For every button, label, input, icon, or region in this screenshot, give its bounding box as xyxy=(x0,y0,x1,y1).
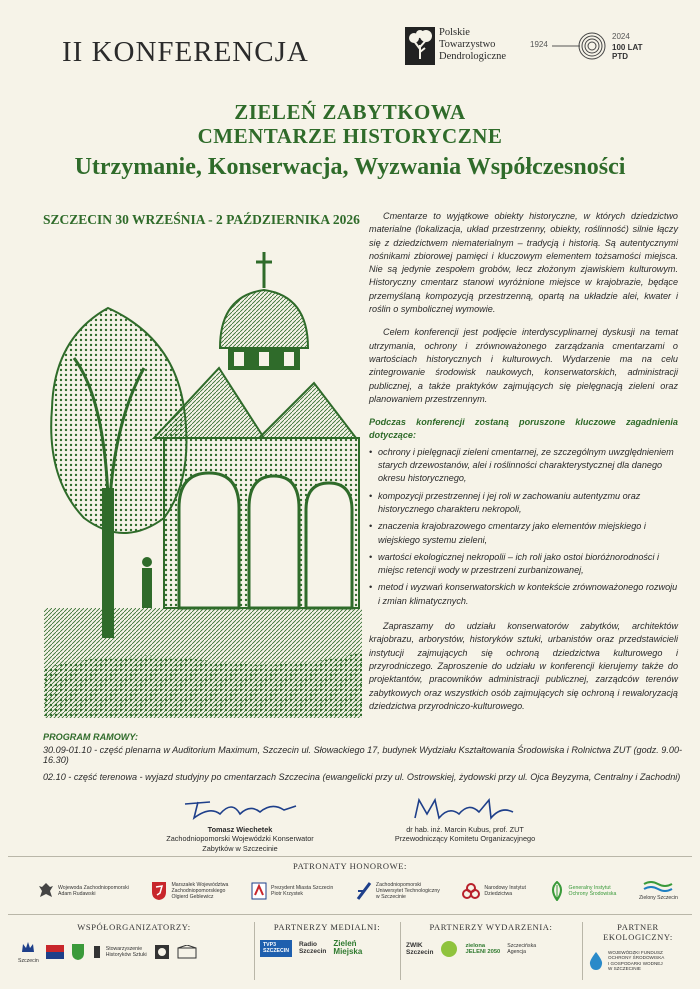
divider xyxy=(8,856,692,857)
topic-item: • znaczenia krajobrazowego cmentarzy jako elementów miejskiego i wiejskiego systemu zieleni, xyxy=(369,520,678,547)
event-dates: SZCZECIN 30 WRZEŚNIA - 2 PAŹDZIERNIKA 2026 xyxy=(43,212,360,227)
anniversary-logo xyxy=(530,32,650,60)
anniversary-start-year: 1924 xyxy=(530,40,548,49)
signatory-role: Zachodniopomorski Wojewódzki Konserwator Zabytków w Szczecinie xyxy=(166,834,314,853)
media-group xyxy=(260,922,394,957)
divider xyxy=(254,922,255,980)
logo-wojewoda xyxy=(38,881,129,901)
logo-text: Zachodniopomorski Uniwersytet Technologiczny w Szczecinie xyxy=(375,881,440,901)
signatory-name: Tomasz Wiechetek xyxy=(207,824,273,834)
invitation-paragraph: Zapraszamy do udziału konserwatorów zabytków, architektów krajobrazu, arborystów, historyków sztuki, urbanistów oraz przedstawicieli instytucji zajmujących się ochroną dziedzictwa kulturowego i przyrodniczego. Zaproszenie do udziału w konferencji kierujemy także do projektantów, pracowników administracji publicznej, zarządców terenów zabytkowych oraz wszystkich osób zajmujących się ochroną i rewaloryzacją dziedzictwa przyrodniczo-kulturowego. xyxy=(369,621,678,711)
divider xyxy=(582,922,583,980)
building-icon xyxy=(177,945,197,959)
intro-paragraph: Cmentarze to wyjątkowe obiekty historyczne, w których dziedzictwo materialne (lokalizacja, układ przestrzenny, obiekty, roślinność) silnie łączy się z dziedzictwem niematerialnym – tradycją i historią. Są autentycznymi nośnikami zbiorowej pamięci i kluczowym elementem tożsamości miejsca. Nie są jedynie zespołem grobów, lecz złożonym zjawiskiem kulturowym. Historyczny cmentarz stanowi wyróżnione miejsce w krajobrazie, będące przemyślaną kompozycją przestrzenną, opartą na układzie alei, kwater i roślin o symbolicznej wymowie. xyxy=(369,211,678,315)
eco-partner-title: PARTNER EKOLOGICZNY: xyxy=(603,922,673,942)
logo-jeleni: zielona JELENI 2050 xyxy=(465,942,501,955)
media-title: PARTNERZY MEDIALNI: xyxy=(273,922,381,932)
description-column xyxy=(369,210,678,723)
event-partners-title: PARTNERZY WYDARZENIA: xyxy=(429,922,553,932)
ring-rings-icon xyxy=(552,32,608,60)
logo-agencja: Szczecińska Agencja xyxy=(507,942,537,955)
cohosts-logos xyxy=(18,940,250,964)
city-crest-icon xyxy=(251,881,267,901)
waves-icon xyxy=(643,880,673,894)
signatory-name: dr hab. inż. Marcin Kubus, prof. ZUT xyxy=(406,824,524,834)
logo-tvp3: TVP3 SZCZECIN xyxy=(260,940,292,957)
title-line1: ZIELEŃ ZABYTKOWA xyxy=(234,100,466,124)
anniversary-end-year: 2024 xyxy=(612,32,630,41)
ptd-name-line: Towarzystwo xyxy=(439,39,496,50)
eagle-emblem-icon xyxy=(38,881,54,901)
logo-radio-szczecin: Radio Szczecin xyxy=(298,941,327,956)
logo-prezydent xyxy=(251,881,333,901)
logo-gios xyxy=(549,881,617,901)
eco-partner-logos xyxy=(588,950,688,972)
flag-icon xyxy=(46,945,64,959)
signature-scribble-icon xyxy=(180,796,300,822)
logo-zielony-szczecin xyxy=(639,880,678,901)
media-logos xyxy=(260,940,394,957)
program-heading: PROGRAM RAMOWY: xyxy=(43,732,138,742)
crest-icon xyxy=(71,943,85,961)
griffin-emblem-icon xyxy=(151,881,167,901)
cohosts-group xyxy=(18,922,250,964)
divider xyxy=(8,914,692,915)
ptd-name xyxy=(439,27,506,63)
logo-text: Narodowy Instytut Dziedzictwa xyxy=(484,884,526,897)
topic-item: • wartości ekologicznej nekropolii – ich roli jako ostoi bioróżnorodności i miejsc retencji wody w przestrzeni zurbanizowanej, xyxy=(369,551,678,578)
topic-item: • kompozycji przestrzennej i jej roli w zachowaniu autentyzmu oraz historycznego charakteru nekropoli, xyxy=(369,490,678,517)
program-item: 02.10 - część terenowa - wyjazd studyjny po cmentarzach Szczecina (ewangelicki przy ul. Ostrowskiej, żydowski przy ul. Ojca Beyzyma, Centralny i Zachodni) xyxy=(43,772,681,782)
ptd-logo xyxy=(405,27,515,67)
ptd-name-line: Dendrologiczne xyxy=(439,51,507,62)
logo-shs xyxy=(92,944,147,960)
water-drop-icon xyxy=(588,951,604,971)
program-section xyxy=(43,732,683,789)
cohosts-title: WSPÓŁORGANIZATORZY: xyxy=(77,922,191,932)
topic-item: • metod i wyzwań konserwatorskich w kontekście zrównoważonego rozwoju i zmian klimatycznych. xyxy=(369,581,678,608)
event-partners-logos xyxy=(406,940,576,958)
circle-badge-icon xyxy=(440,940,458,958)
logo-text: Stowarzyszenie Historyków Sztuki xyxy=(105,945,147,959)
goal-paragraph: Celem konferencji jest podjęcie interdyscyplinarnej dyskusji na temat utrzymania, ochrony i zrównoważonego zarządzania cmentarzami o wartościach historycznych i kulturowych. Wydarzenie ma na celu zintegrowanie środowisk naukowych, konserwatorskich, administracji publicznej, a także praktyków zajmujących się pielęgnacją zieleni oraz planowaniem przestrzennym. xyxy=(369,327,678,404)
seal-icon xyxy=(154,944,170,960)
eco-partner-group xyxy=(588,922,688,972)
cemetery-chapel-illustration xyxy=(44,248,362,718)
signature-scribble-icon xyxy=(405,796,525,822)
logo-text: Wojewoda Zachodniopomorski Adam Rudawski xyxy=(58,884,129,897)
tree-logo-icon xyxy=(405,27,435,65)
anniversary-label: 100 LAT PTD xyxy=(612,43,643,61)
logo-text: Prezydent Miasta Szczecin Piotr Krzystek xyxy=(271,884,334,897)
subtitle: Utrzymanie, Konserwacja, Wyzwania Współczesności xyxy=(74,154,626,180)
topic-item: • ochrony i pielęgnacji zieleni cmentarnej, ze szczególnym uwzględnieniem starych drzewostanów, alei i roślinności charakterystycznej dla danego okresu historycznego, xyxy=(369,446,678,486)
logo-zwik: ZWIK Szczecin xyxy=(406,942,434,956)
patronage-logos xyxy=(38,874,678,908)
divider xyxy=(400,922,401,980)
university-icon xyxy=(356,881,372,901)
patronage-title: PATRONATY HONOROWE: xyxy=(293,861,407,871)
column-icon xyxy=(92,944,102,960)
signature-right xyxy=(370,796,560,844)
event-partners-group xyxy=(406,922,576,958)
leaf-icon xyxy=(549,881,565,901)
logo-text: Generalny Instytut Ochrony Środowiska xyxy=(568,884,617,897)
logo-zielen-miejska: Zieleń Miejska xyxy=(333,939,363,957)
logo-text: Marszałek Województwa Zachodniopomorskiego Olgierd Geblewicz xyxy=(171,881,229,901)
topics-lead: Podczas konferencji zostaną poruszone kluczowe zagadnienia dotyczące: xyxy=(369,417,678,441)
crown-icon xyxy=(21,940,35,954)
partners-row xyxy=(18,922,688,982)
logo-text: WOJEWÓDZKI FUNDUSZ OCHRONY ŚRODOWISKA I GOSPODARKI WODNEJ W SZCZECINIE xyxy=(608,950,665,972)
signature-left xyxy=(150,796,330,853)
logo-szczecin xyxy=(18,940,39,964)
logo-nid xyxy=(462,882,526,900)
topics-list xyxy=(369,446,678,608)
logo-text: Szczecin xyxy=(18,958,39,964)
ptd-name-line: Polskie xyxy=(439,27,470,38)
title-line2: CMENTARZE HISTORYCZNE xyxy=(197,124,503,148)
conference-number: II KONFERENCJA xyxy=(62,36,309,68)
logo-text: Zielony Szczecin xyxy=(639,895,678,902)
logo-marszalek xyxy=(151,881,228,901)
logo-zut xyxy=(356,881,440,901)
heritage-knot-icon xyxy=(462,882,480,900)
signatory-role: Przewodniczący Komitetu Organizacyjnego xyxy=(394,834,536,843)
program-item: 30.09-01.10 - część plenarna w Auditorium Maximum, Szczecin ul. Słowackiego 17, budynek Wydziału Kształtowania Środowiska i Rolnictwa ZUT (godz. 9.00-16.30) xyxy=(43,745,683,765)
logo-wfos xyxy=(588,950,664,972)
